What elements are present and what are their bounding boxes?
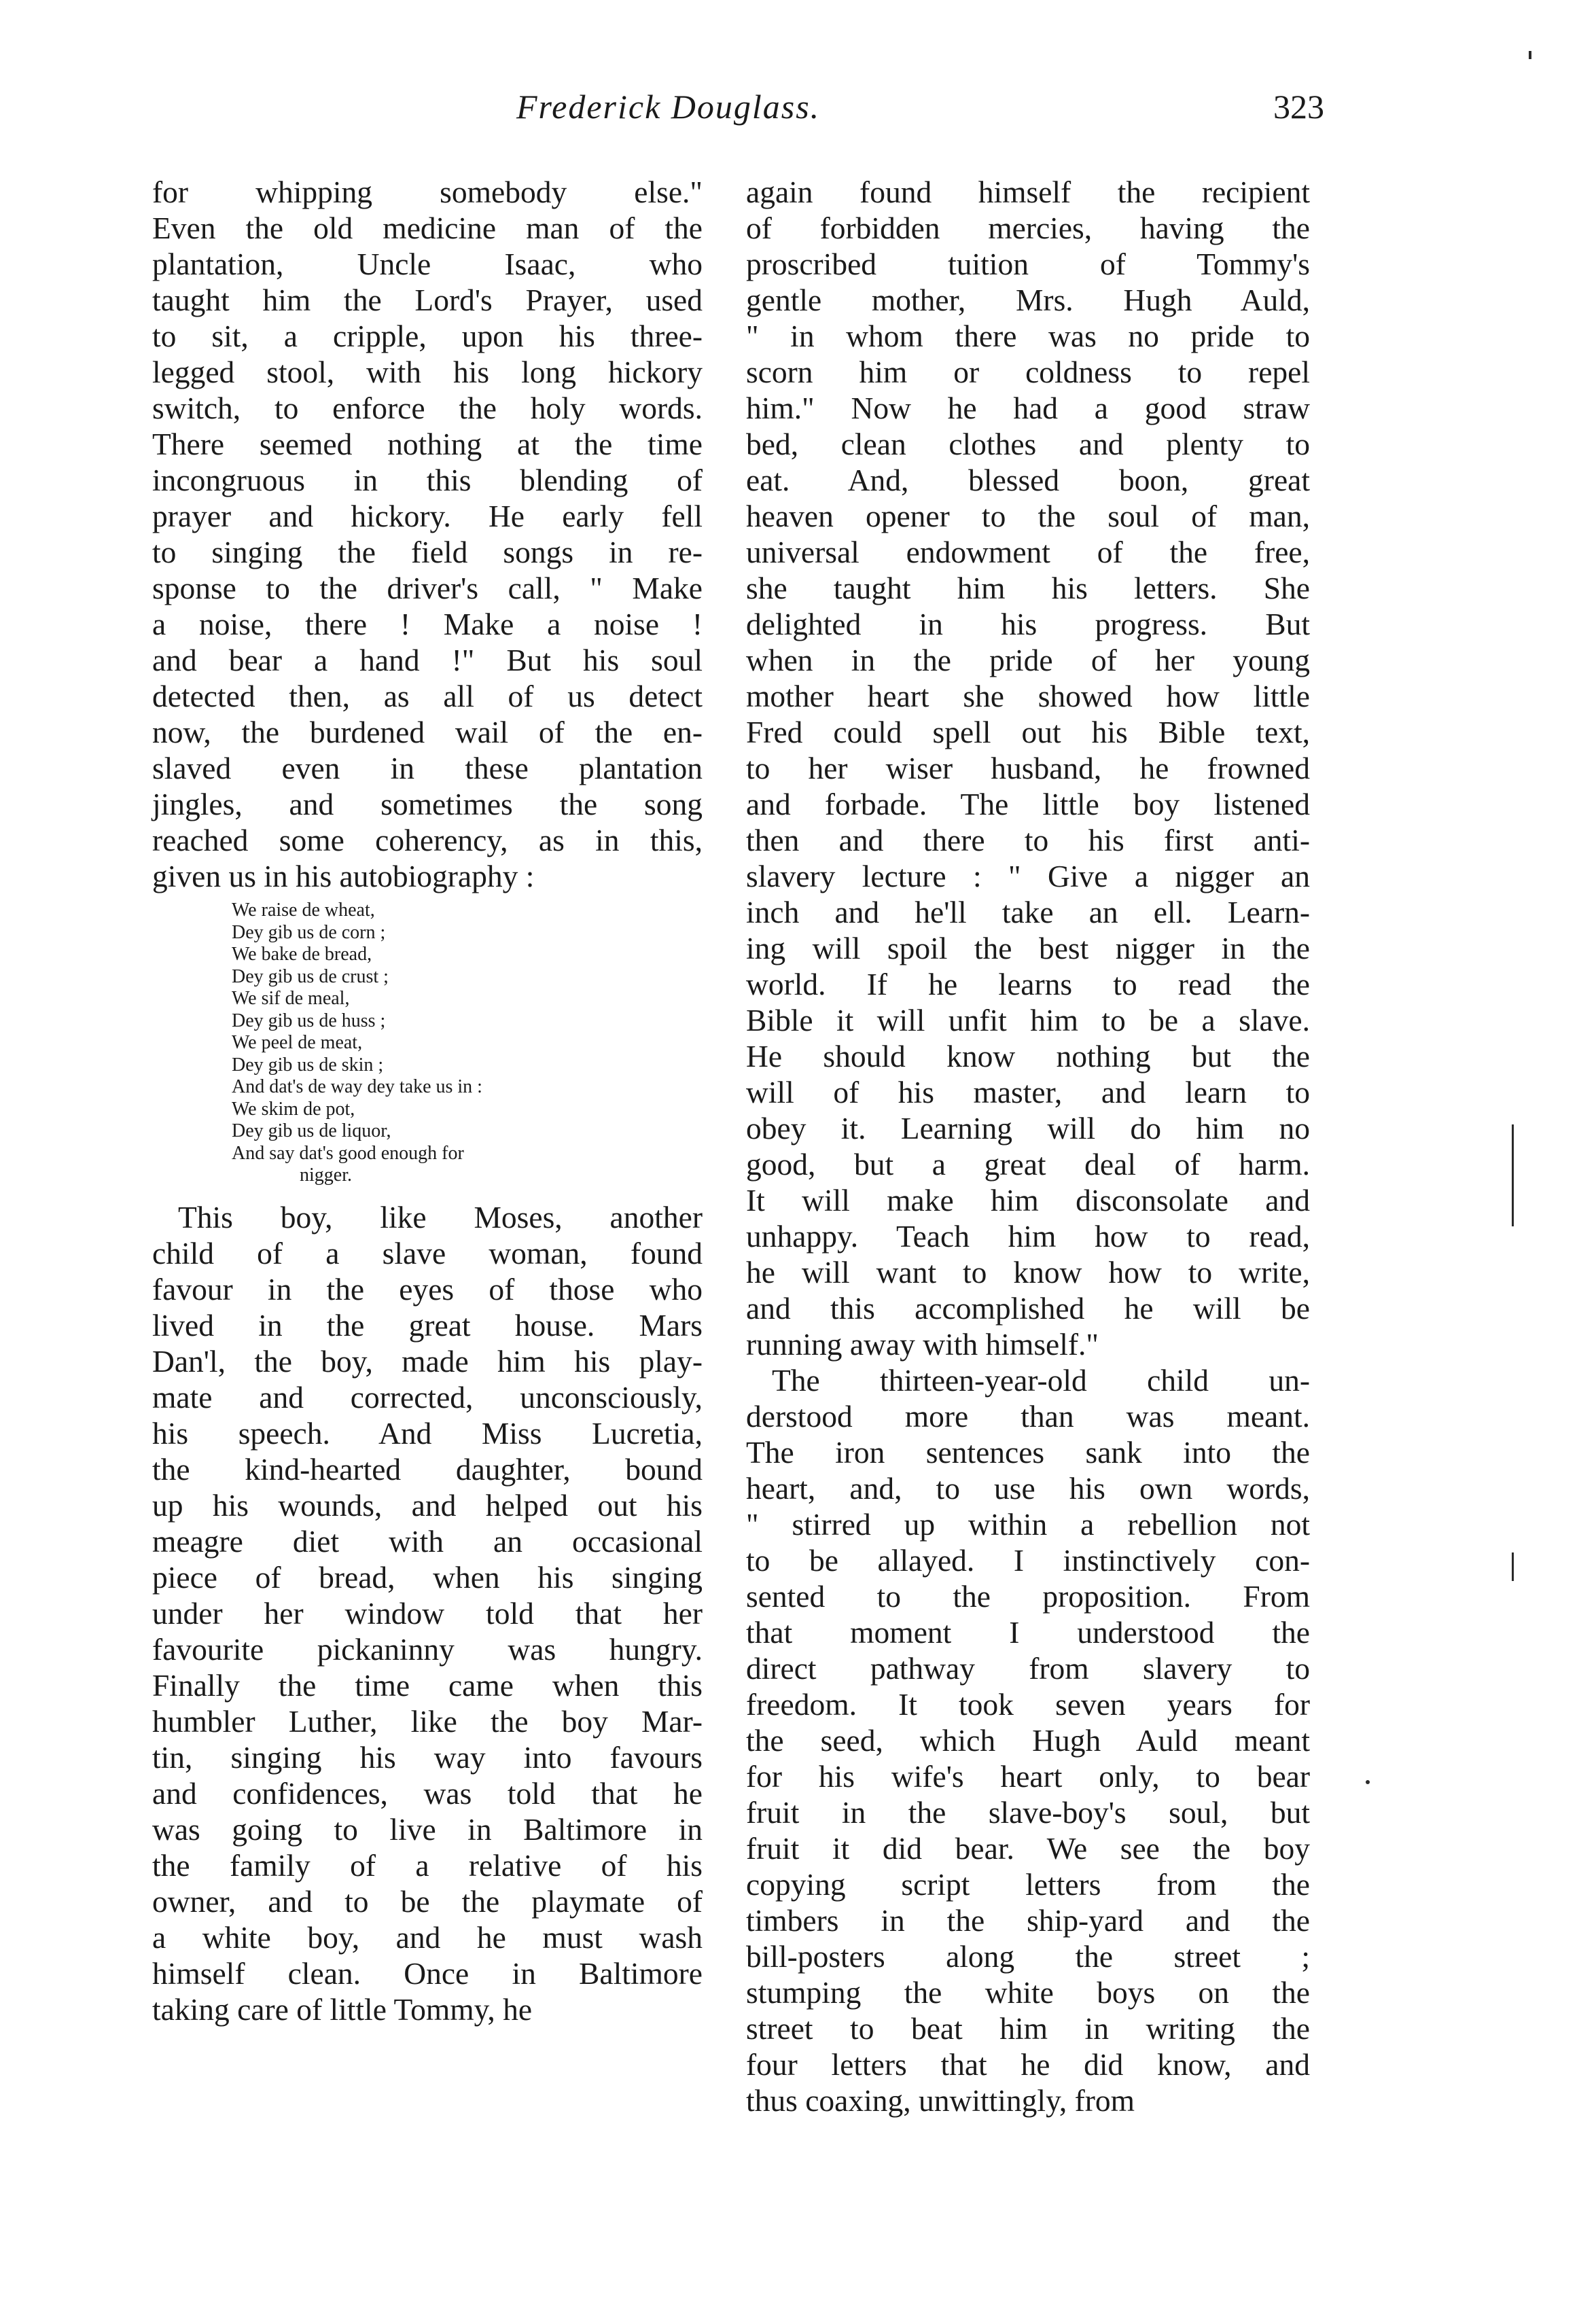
text-line: direct pathway from slavery to — [746, 1651, 1310, 1686]
text-line: good, but a great deal of harm. — [746, 1147, 1310, 1182]
text-line: now, the burdened wail of the en- — [152, 715, 703, 749]
text-line: to her wiser husband, he frowned — [746, 751, 1310, 785]
text-line: himself clean. Once in Baltimore — [152, 1955, 703, 1991]
text-line: for whipping somebody else." — [152, 175, 703, 209]
verse-line: nigger. — [300, 1165, 352, 1186]
text-line: eat. And, blessed boon, great — [746, 463, 1310, 497]
verse-line: Dey gib us de crust ; — [232, 965, 389, 987]
verse-line: And dat's de way dey take us in : — [232, 1076, 482, 1097]
text-line: mother heart she showed how little — [746, 679, 1310, 713]
text-line: up his wounds, and helped out his — [152, 1487, 703, 1523]
text-line: stumping the white boys on the — [746, 1975, 1310, 2010]
text-line: fruit it did bear. We see the boy — [746, 1831, 1310, 1866]
scan-artifact-mark — [1366, 1780, 1370, 1784]
text-line: " stirred up within a rebellion not — [746, 1507, 1310, 1542]
text-line: Even the old medicine man of the — [152, 211, 703, 245]
text-line: four letters that he did know, and — [746, 2047, 1310, 2082]
text-line: Dan'l, the boy, made him his play- — [152, 1343, 703, 1379]
text-line: the seed, which Hugh Auld meant — [746, 1723, 1310, 1758]
text-line: gentle mother, Mrs. Hugh Auld, — [746, 283, 1310, 317]
text-line: Bible it will unfit him to be a slave. — [746, 1003, 1310, 1037]
right-column — [746, 174, 1310, 2118]
paragraph — [152, 174, 703, 894]
text-line: switch, to enforce the holy words. — [152, 391, 703, 425]
running-head: Frederick Douglass. — [516, 88, 821, 126]
text-line: that moment I understood the — [746, 1615, 1310, 1650]
verse-line: Dey gib us de skin ; — [232, 1054, 384, 1076]
text-line: sented to the proposition. From — [746, 1579, 1310, 1614]
verse-block — [232, 900, 703, 1187]
text-line: she taught him his letters. She — [746, 571, 1310, 605]
text-line: heaven opener to the soul of man, — [746, 499, 1310, 533]
text-line: " in whom there was no pride to — [746, 319, 1310, 353]
text-line: and confidences, was told that he — [152, 1775, 703, 1811]
text-line: meagre diet with an occasional — [152, 1523, 703, 1559]
text-line: and bear a hand !" But his soul — [152, 643, 703, 677]
text-line: favour in the eyes of those who — [152, 1271, 703, 1307]
text-line: thus coaxing, unwittingly, from — [746, 2083, 1135, 2118]
text-line: bill-posters along the street ; — [746, 1939, 1310, 1974]
text-line: universal endowment of the free, — [746, 535, 1310, 569]
verse-line: Dey gib us de liquor, — [232, 1120, 391, 1141]
verse-line: Dey gib us de corn ; — [232, 921, 386, 943]
scan-artifact-mark — [1512, 1552, 1514, 1581]
text-line: scorn him or coldness to repel — [746, 355, 1310, 389]
text-line: proscribed tuition of Tommy's — [746, 247, 1310, 281]
text-line: reached some coherency, as in this, — [152, 823, 703, 857]
scan-artifact-mark — [1529, 51, 1531, 59]
text-line: bed, clean clothes and plenty to — [746, 427, 1310, 461]
text-line: The iron sentences sank into the — [746, 1435, 1310, 1470]
text-line: The thirteen-year-old child un- — [772, 1363, 1310, 1398]
text-line: of forbidden mercies, having the — [746, 211, 1310, 245]
paragraph — [152, 1199, 703, 2027]
text-line: to sit, a cripple, upon his three- — [152, 319, 703, 353]
text-line: given us in his autobiography : — [152, 859, 535, 893]
verse-line: Dey gib us de huss ; — [232, 1010, 386, 1031]
paragraph — [746, 1362, 1310, 2118]
paragraph — [746, 174, 1310, 1362]
text-line: derstood more than was meant. — [746, 1399, 1310, 1434]
text-line: There seemed nothing at the time — [152, 427, 703, 461]
verse-line: We skim de pot, — [232, 1098, 355, 1120]
text-line: world. If he learns to read the — [746, 967, 1310, 1001]
text-line: the kind-hearted daughter, bound — [152, 1451, 703, 1487]
verse-line: And say dat's good enough for — [232, 1142, 464, 1164]
text-line: freedom. It took seven years for — [746, 1687, 1310, 1722]
text-line: a white boy, and he must wash — [152, 1919, 703, 1955]
text-line: his speech. And Miss Lucretia, — [152, 1415, 703, 1451]
text-line: plantation, Uncle Isaac, who — [152, 247, 703, 281]
text-line: will of his master, and learn to — [746, 1075, 1310, 1109]
text-line: to singing the field songs in re- — [152, 535, 703, 569]
text-line: fruit in the slave-boy's soul, but — [746, 1795, 1310, 1830]
text-line: when in the pride of her young — [746, 643, 1310, 677]
text-line: jingles, and sometimes the song — [152, 787, 703, 821]
text-line: piece of bread, when his singing — [152, 1559, 703, 1595]
text-line: tin, singing his way into favours — [152, 1739, 703, 1775]
text-line: and this accomplished he will be — [746, 1291, 1310, 1326]
text-line: It will make him disconsolate and — [746, 1183, 1310, 1218]
text-line: copying script letters from the — [746, 1867, 1310, 1902]
text-line: for his wife's heart only, to bear — [746, 1759, 1310, 1794]
text-line: Finally the time came when this — [152, 1667, 703, 1703]
text-line: slaved even in these plantation — [152, 751, 703, 785]
verse-line: We raise de wheat, — [232, 900, 375, 921]
text-line: delighted in his progress. But — [746, 607, 1310, 641]
text-line: he will want to know how to write, — [746, 1255, 1310, 1290]
text-line: He should know nothing but the — [746, 1039, 1310, 1073]
text-line: timbers in the ship-yard and the — [746, 1903, 1310, 1938]
text-line: unhappy. Teach him how to read, — [746, 1219, 1310, 1254]
text-line: again found himself the recipient — [746, 175, 1310, 209]
text-line: Fred could spell out his Bible text, — [746, 715, 1310, 749]
text-line: incongruous in this blending of — [152, 463, 703, 497]
text-line: under her window told that her — [152, 1595, 703, 1631]
left-column — [152, 174, 703, 2027]
text-line: sponse to the driver's call, " Make — [152, 571, 703, 605]
text-line: was going to live in Baltimore in — [152, 1811, 703, 1847]
text-line: him." Now he had a good straw — [746, 391, 1310, 425]
text-line: detected then, as all of us detect — [152, 679, 703, 713]
text-line: legged stool, with his long hickory — [152, 355, 703, 389]
text-line: taught him the Lord's Prayer, used — [152, 283, 703, 317]
text-line: street to beat him in writing the — [746, 2011, 1310, 2046]
verse-line: We sif de meal, — [232, 988, 350, 1009]
text-line: heart, and, to use his own words, — [746, 1471, 1310, 1506]
text-line: obey it. Learning will do him no — [746, 1111, 1310, 1146]
text-line: ing will spoil the best nigger in the — [746, 931, 1310, 965]
text-line: favourite pickaninny was hungry. — [152, 1631, 703, 1667]
text-line: then and there to his first anti- — [746, 823, 1310, 857]
text-line: a noise, there ! Make a noise ! — [152, 607, 703, 641]
page-number: 323 — [1273, 88, 1324, 126]
verse-line: We peel de meat, — [232, 1032, 363, 1053]
text-line: This boy, like Moses, another — [178, 1199, 703, 1235]
text-line: inch and he'll take an ell. Learn- — [746, 895, 1310, 929]
verse-line: We bake de bread, — [232, 944, 372, 965]
text-line: the family of a relative of his — [152, 1847, 703, 1883]
text-line: running away with himself." — [746, 1327, 1099, 1362]
text-line: owner, and to be the playmate of — [152, 1883, 703, 1919]
text-line: taking care of little Tommy, he — [152, 1991, 533, 2027]
scan-artifact-mark — [1512, 1124, 1514, 1226]
text-line: slavery lecture : " Give a nigger an — [746, 859, 1310, 893]
text-line: prayer and hickory. He early fell — [152, 499, 703, 533]
text-line: lived in the great house. Mars — [152, 1307, 703, 1343]
text-line: humbler Luther, like the boy Mar- — [152, 1703, 703, 1739]
text-line: and forbade. The little boy listened — [746, 787, 1310, 821]
text-line: mate and corrected, unconsciously, — [152, 1379, 703, 1415]
text-line: child of a slave woman, found — [152, 1235, 703, 1271]
text-line: to be allayed. I instinctively con- — [746, 1543, 1310, 1578]
